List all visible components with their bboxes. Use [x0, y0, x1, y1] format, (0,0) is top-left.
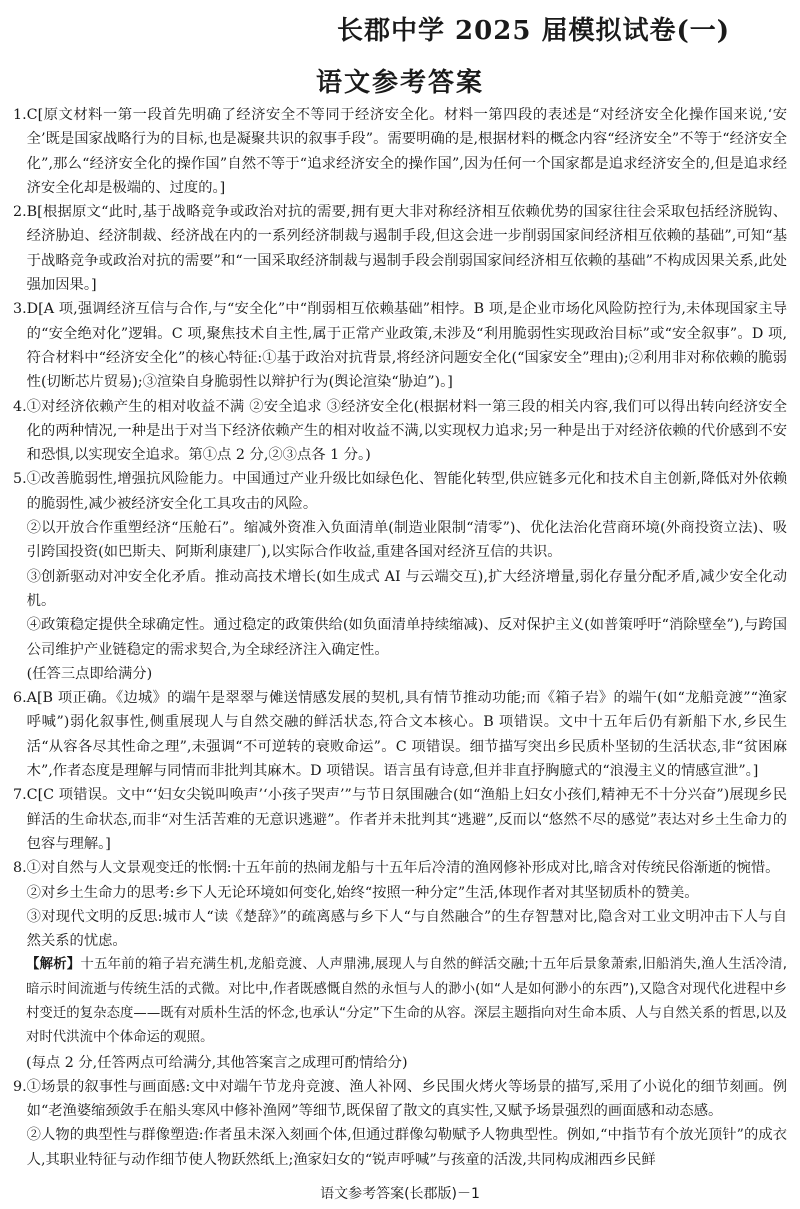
answer-number: 3.: [13, 301, 27, 318]
answer-body: [27, 856, 787, 953]
answer-5: [13, 467, 787, 686]
answer-content: [13, 103, 787, 1172]
answer-6: [13, 686, 787, 783]
answer-number: 1.: [13, 107, 27, 123]
answer-8: [13, 856, 787, 953]
answer-number: 8.: [13, 860, 27, 877]
answer-point: ④政策稳定提供全球确定性。通过稳定的政策供给(如负面清单持续缩减)、反对保护主义(如普策呼吁“消除壁垒”),与跨国公司维护产业链稳定的需求契合,为全球经济注入确定性。: [26, 617, 787, 658]
answer-2: [13, 200, 787, 297]
answer-number: 5.: [13, 471, 27, 488]
answer-text: ①对经济依赖产生的相对收益不满 ②安全追求 ③经济安全化(根据材料一第三段的相关内容,我们可以得出转向经济安全化的两种情况,一种是出于对当下经济依赖产生的相对收益不满,以实现权力追求;另一种是出于对经济依赖的代价感到不安和恐惧,以实现安全追求。第①点 2 分,②③点各 1 分。): [26, 398, 787, 464]
answer-text: A[B 项正确。《边城》的端午是翠翠与傩送情感发展的契机,具有情节推动功能;而《箱子岩》的端午(如“龙船竞渡”“渔家呼喊”)弱化叙事性,侧重展现人与自然交融的鲜活状态,符合文本核心。B 项错误。文中十五年后仍有新船下水,乡民生活“从容各尽其性命之理”,未强调“不可逆转的衰败命运”。C 项错误。细节描写突出乡民质朴坚韧的生活状态,非“贫困麻木”,作者态度是理解与同情而非批判其麻木。D 项错误。语言虽有诗意,但并非直抒胸臆式的“浪漫主义的情感宣泄”。]: [26, 690, 787, 780]
answer-text: B[根据原文“此时,基于战略竞争或政治对抗的需要,拥有更大非对称经济相互依赖优势的国家往往会采取包括经济脱钩、经济胁迫、经济制裁、经济战在内的一系列经济制裁与遏制手段,但这会进一步削弱国家间经济相互依赖的基础”,可知“基于战略竞争或政治对抗的需要”和“一国采取经济制裁与遏制手段会削弱国家间经济相互依赖的基础”不构成因果关系,此处强加因果。]: [26, 204, 787, 294]
answer-point: ③创新驱动对冲安全化矛盾。推动高技术增长(如生成式 AI 与云端交互),扩大经济增量,弱化存量分配矛盾,减少安全化动机。: [26, 568, 787, 609]
answer-point: ①对自然与人文景观变迁的怅惘:十五年前的热闹龙船与十五年后冷清的渔网修补形成对比,暗含对传统民俗渐逝的惋惜。: [26, 860, 780, 877]
answer-point: ②以开放合作重塑经济“压舱石”。缩减外资准入负面清单(制造业限制“清零”)、优化法治化营商环境(外商投资立法)、吸引跨国投资(如巴斯夫、阿斯利康建厂),以实际合作收益,重建各国对经济互信的共识。: [26, 520, 787, 561]
scoring-note: (任答三点即给满分): [26, 665, 153, 682]
answer-9: [13, 1075, 787, 1172]
answer-number: 7.: [13, 787, 27, 804]
answer-text: C[C 项错误。文中“‘妇女尖锐叫唤声’‘小孩子哭声’”与节日氛围融合(如“渔船上妇女小孩们,精神无不十分兴奋”)展现乡民鲜活的生命状态,而非“对生活苦难的无意识逃避”。作者并未批判其“逃避”,反而以“悠然不尽的感觉”表达对乡土生命力的包容与理解。]: [26, 787, 787, 852]
answer-point: ①场景的叙事性与画面感:文中对端午节龙舟竞渡、渔人补网、乡民围火烤火等场景的描写,采用了小说化的细节刻画。例如“老渔婆缩颈敛手在船头寒风中修补渔网”等细节,既保留了散文的真实性,又赋予场景强烈的画面感和动态感。: [26, 1078, 787, 1120]
doc-title: 语文参考答案: [315, 68, 484, 98]
answer-number: 9.: [13, 1078, 27, 1095]
answer-1: [13, 103, 787, 200]
answer-number: 6.: [13, 690, 27, 707]
answer-4: [13, 395, 787, 468]
analysis-text: 十五年前的箱子岩充满生机,龙船竞渡、人声鼎沸,展现人与自然的鲜活交融;十五年后景象萧索,旧船消失,渔人生活冷清,暗示时间流逝与传统生活的式微。对比中,作者既感慨自然的永恒与人的渺小(如“人是如何渺小的东西”),又隐含对现代化进程中乡村变迁的复杂态度——既有对质朴生活的怀念,也承认“分定”下生命的从容。深层主题指向对生命本质、人与自然关系的哲思,以及对时代洪流中个体命运的观照。: [26, 957, 788, 1046]
answer-7: [13, 783, 787, 856]
answer-number: 2.: [13, 204, 27, 221]
analysis-tag: 【解析】: [26, 957, 81, 973]
answer-text: C[原文材料一第一段首先明确了经济安全不等同于经济安全化。材料一第四段的表述是“对经济安全化操作国来说,‘安全’既是国家战略行为的目标,也是凝聚共识的叙事手段”。需要明确的是,根据材料的概念内容“经济安全”不等于“经济安全化”,那么“经济安全化的操作国”自然不等于“追求经济安全的操作国”,因为任何一个国家都是追求经济安全的,但是追求经济安全化却是极端的、过度的。]: [26, 107, 787, 196]
answer-body: [27, 1075, 787, 1172]
page-footer: 语文参考答案(长郡版)－1: [320, 1186, 480, 1202]
answer-body: [27, 467, 787, 686]
scoring-note: (每点 2 分,任答两点可给满分,其他答案言之成理可酌情给分): [26, 1054, 408, 1071]
analysis-block: [13, 953, 787, 1050]
answer-point: ②对乡土生命力的思考:乡下人无论环境如何变化,始终“按照一种分定”生活,体现作者对其坚韧质朴的赞美。: [26, 884, 699, 901]
answer-point: ③对现代文明的反思:城市人“读《楚辞》”的疏离感与乡下人“与自然融合”的生存智慧对比,隐含对工业文明冲击下人与自然关系的忧虑。: [26, 908, 787, 950]
exam-title: 长郡中学 2025 届模拟试卷(一): [337, 16, 731, 46]
answer-text: D[A 项,强调经济互信与合作,与“安全化”中“削弱相互依赖基础”相悖。B 项,是企业市场化风险防控行为,未体现国家主导的“安全绝对化”逻辑。C 项,聚焦技术自主性,属于正常产业政策,未涉及“利用脆弱性实现政治目标”或“安全叙事”。D 项,符合材料中“经济安全化”的核心特征:①基于政治对抗背景,将经济问题安全化(“国家安全”理由);②利用非对称依赖的脆弱性(切断芯片贸易);③渲染自身脆弱性以辩护行为(舆论渲染“胁迫”)。]: [26, 301, 787, 391]
answer-point: ①改善脆弱性,增强抗风险能力。中国通过产业升级比如绿色化、智能化转型,供应链多元化和技术自主创新,降低对外依赖的脆弱性,减少被经济安全化工具攻击的风险。: [26, 471, 787, 512]
answer-point: ②人物的典型性与群像塑造:作者虽未深入刻画个体,但通过群像勾勒赋予人物典型性。例如,“中指节有个放光顶针”的成衣人,其职业特征与动作细节使人物跃然纸上;渔家妇女的“锐声呼喊”与孩童的活泼,共同构成湘西乡民鲜: [26, 1127, 787, 1168]
answer-3: [13, 297, 787, 394]
answer-number: 4.: [13, 398, 27, 415]
